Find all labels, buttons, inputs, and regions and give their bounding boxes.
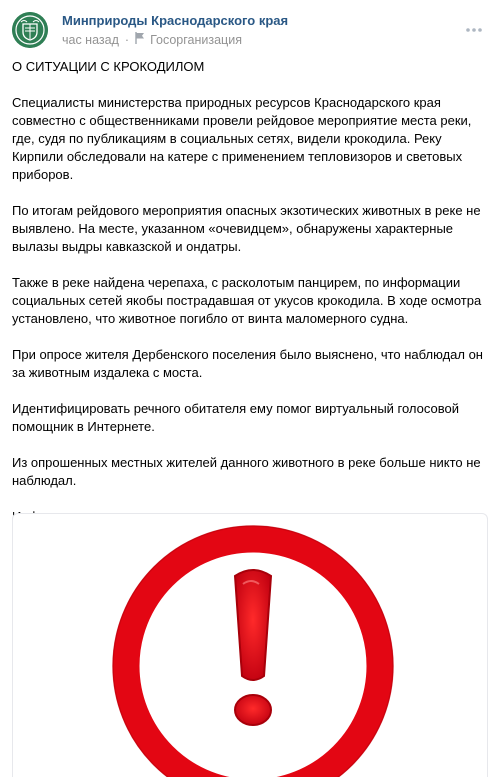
post-header: [10, 9, 487, 49]
post-title: О СИТУАЦИИ С КРОКОДИЛОМ: [12, 59, 205, 74]
post-meta: [62, 32, 242, 47]
meta-separator: ·: [124, 32, 130, 47]
post-paragraph: Специалисты министерства природных ресурсов Краснодарского края совместно с общественниками провели рейдовое мероприятие места реки, где, судя по публикациям в социальных сетях, видели крокодила. Реку Кирпили обследовали на катере с применением тепловизоров и световых приборов.: [12, 95, 472, 182]
more-dots-icon[interactable]: [465, 23, 483, 35]
avatar[interactable]: [12, 12, 48, 48]
post-author-link[interactable]: Минприроды Краснодарского края: [62, 13, 289, 28]
post-paragraph: Идентифицировать речного обитателя ему помог виртуальный голосовой помощник в Интернете.: [12, 401, 460, 434]
post-paragraph: По итогам рейдового мероприятия опасных экзотических животных в реке не выявлено. На месте, указанном «очевидцем», обнаружены характерные вылазы выдры кавказской и ондатры.: [12, 203, 481, 254]
coat-of-arms-logo: [12, 12, 48, 48]
flag-icon: [135, 32, 145, 47]
post-time[interactable]: час назад: [62, 32, 119, 47]
post-image[interactable]: [12, 513, 488, 777]
post-paragraph: При опросе жителя Дербенского поселения было выяснено, что наблюдал он за животным издалека с моста.: [12, 347, 483, 380]
post-paragraph: Из опрошенных местных жителей данного животного в реке больше никто не наблюдал.: [12, 455, 481, 488]
post-category: Госорганизация: [150, 32, 242, 47]
warning-exclamation-icon: [13, 514, 488, 777]
post-paragraph: Также в реке найдена черепаха, с расколотым панцирем, по информации социальных сетей якобы пострадавшая от укусов крокодила. В ходе осмотра установлено, что животное погибло от винта маломерного судна.: [12, 275, 482, 326]
post-text: [12, 58, 488, 544]
